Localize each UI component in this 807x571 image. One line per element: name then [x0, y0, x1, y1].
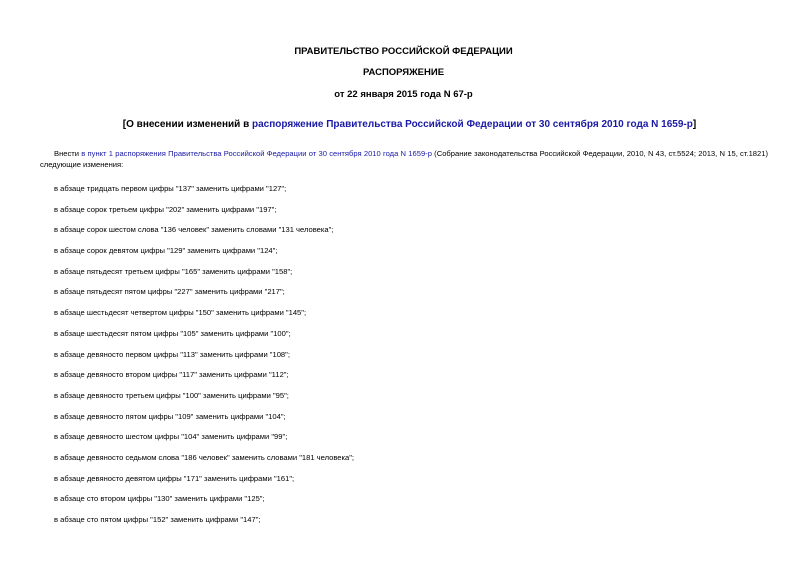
intro-first-line	[40, 149, 768, 160]
amendment-item: в абзаце шестьдесят четвертом цифры "150" заменить цифрами "145";	[54, 308, 307, 318]
amendment-item: в абзаце сто пятом цифры "152" заменить цифрами "147";	[54, 515, 261, 524]
amendment-item: в абзаце девяносто втором цифры "117" заменить цифрами "112";	[54, 370, 289, 380]
document-type-heading: РАСПОРЯЖЕНИЕ	[362, 67, 445, 78]
government-heading: ПРАВИТЕЛЬСТВО РОССИЙСКОЙ ФЕДЕРАЦИИ	[294, 46, 513, 57]
amendment-item: в абзаце сто втором цифры "130" заменить цифрами "125";	[54, 494, 265, 504]
amendment-item: в абзаце девяносто шестом цифры "104" заменить цифрами "99";	[54, 432, 288, 442]
intro-second-line: следующие изменения:	[40, 159, 124, 169]
title-amended-document-link[interactable]: распоряжение Правительства Российской Федерации от 30 сентября 2010 года N 1659-р	[252, 119, 693, 130]
amendment-item: в абзаце девяносто седьмом слова "186 человек" заменить словами "181 человека";	[54, 452, 355, 462]
amendment-item: в абзаце сорок третьем цифры "202" заменить цифрами "197";	[54, 204, 277, 214]
title-prefix: [О внесении изменений в	[122, 119, 252, 130]
amendment-item: в абзаце сорок шестом слова "136 человек" заменить словами "131 человека";	[54, 225, 334, 235]
amendment-item: в абзаце шестьдесят пятом цифры "105" заменить цифрами "100";	[54, 328, 291, 338]
amendment-item: в абзаце тридцать первом цифры "137" заменить цифрами "127";	[54, 184, 287, 193]
intro-paragraph	[40, 149, 768, 170]
intro-reference-link[interactable]: в пункт 1 распоряжения Правительства Российской Федерации от 30 сентября 2010 года N 1659-р	[81, 149, 432, 158]
amendment-item: в абзаце пятьдесят пятом цифры "227" заменить цифрами "217";	[54, 287, 285, 297]
amendment-item: в абзаце сорок девятом цифры "129" заменить цифрами "124";	[54, 246, 278, 256]
amendment-item: в абзаце пятьдесят третьем цифры "165" заменить цифрами "158";	[54, 266, 293, 276]
amendment-item: в абзаце девяносто девятом цифры "171" заменить цифрами "161";	[54, 473, 295, 483]
amendment-item: в абзаце девяносто первом цифры "113" заменить цифрами "108";	[54, 349, 290, 359]
intro-lead: Внести	[54, 149, 82, 158]
amendment-item: в абзаце девяносто третьем цифры "100" заменить цифрами "95";	[54, 390, 289, 400]
intro-rest: (Собрание законодательства Российской Федерации, 2010, N 43, ст.5524; 2013, N 15, ст.1821)	[431, 149, 769, 158]
document-title	[6, 119, 807, 130]
amendment-item: в абзаце девяносто пятом цифры "109" заменить цифрами "104";	[54, 411, 286, 421]
amendments-list	[54, 184, 354, 536]
title-suffix: ]	[692, 119, 697, 130]
document-date-number: от 22 января 2015 года N 67-р	[334, 89, 473, 100]
